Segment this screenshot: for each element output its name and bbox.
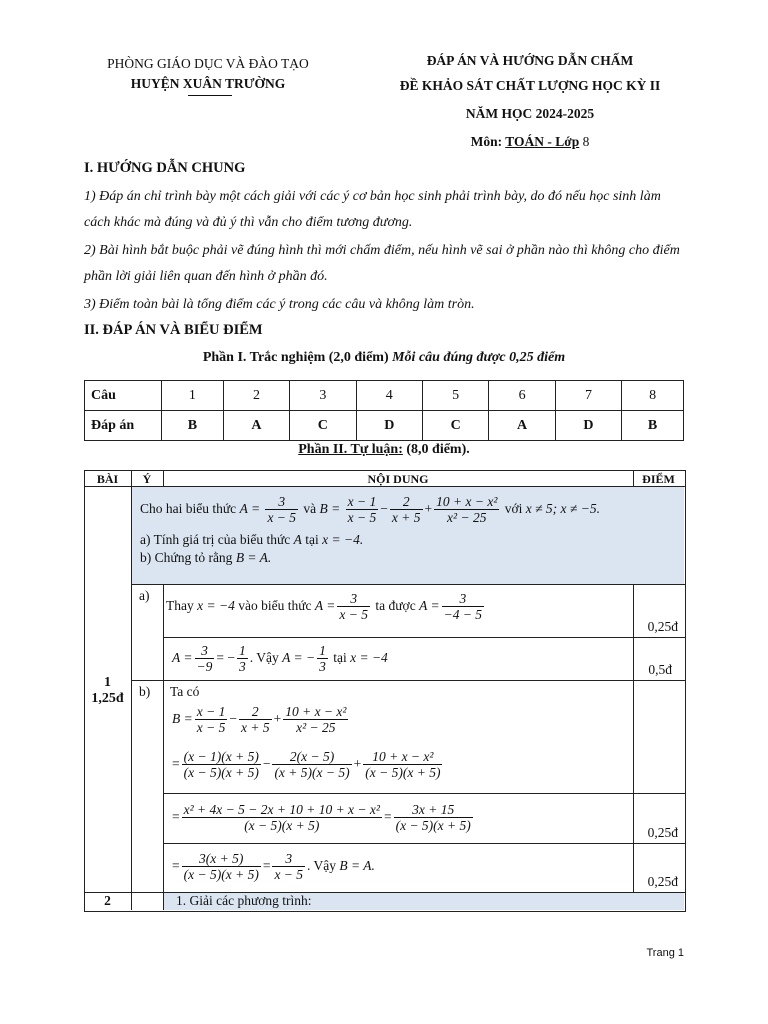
mcq-question-5: 5 (422, 381, 488, 411)
part-a-at: tại (333, 650, 347, 665)
b-mid-line1 (163, 793, 685, 794)
exam-title: ĐỀ KHẢO SÁT CHẤT LƯỢNG HỌC KỲ II (399, 78, 661, 93)
col-line-content (633, 470, 634, 487)
bai1-points: 1,25đ (91, 691, 124, 706)
grade: 8 (579, 134, 590, 149)
part-a-x-value: x = −4 (197, 598, 235, 613)
mcq-answer-5: C (422, 411, 488, 441)
bai2-number: 2 (104, 893, 111, 908)
col-header-score: ĐIỂM (642, 472, 675, 486)
part-b-step2: = $\frac{(x - 1)(x + 5)}{(x - 5)(x + 5)}$ − $\frac{2(x - 5)}{(x + 5)(x - 5)}$ + $\frac{\text{10 + x − x²}}{(x - 5)(x + 5)}$ (172, 749, 441, 781)
mcq-answer-4: D (356, 411, 422, 441)
b-col-line-score (633, 680, 634, 892)
problem-a-text: a) Tính giá trị của biểu thức (140, 532, 291, 547)
problem-b-eq: B = A. (235, 550, 272, 565)
b-col-line-y (163, 680, 164, 892)
part-a-line2: A = $\frac{3}{-9}$ = − $\frac{1}{3}$ . Vậy A = − $\frac{1}{3}$ tại x = −4 (172, 643, 388, 675)
mcq-question-row (85, 381, 684, 411)
page-number: Trang 1 (646, 947, 684, 959)
score-a1: 0,25đ (647, 619, 678, 634)
problem-intro: Cho hai biểu thức (140, 501, 237, 516)
mcq-answer-6: A (489, 411, 555, 441)
mcq-answer-3: C (290, 411, 356, 441)
score-a2: 0,5đ (648, 662, 672, 677)
district-name: HUYỆN XUÂN TRƯỜNG (130, 76, 286, 91)
part-b-step1: B = $\frac{x - 1}{x - 5}$ − $\frac{2}{x + 5}$ + $\frac{\text{10 + x − x²}}{\text{x² − 25}}$ (172, 704, 347, 736)
problem-a-value: x = −4. (322, 532, 364, 547)
part-b-intro: Ta có (170, 684, 200, 699)
mcq-question-7: 7 (555, 381, 621, 411)
part2-points: (8,0 điểm). (402, 442, 470, 457)
guide-p2: 2) Bài hình bắt buộc phải vẽ đúng hình thì mới chấm điểm, nếu hình vẽ sai ở phần nào thì không cho điểm phần lời giải liên quan đến hình ở phần đó. (84, 243, 680, 284)
part-b-step4: = $\frac{3(x + 5)}{(x - 5)(x + 5)}$ = $\frac{3}{x - 5}$ . Vậy B = A. (172, 851, 375, 883)
section1-title: I. HƯỚNG DẪN CHUNG (84, 160, 246, 176)
mcq-answer-8: B (622, 411, 684, 441)
doc-title: ĐÁP ÁN VÀ HƯỚNG DẪN CHẤM (426, 53, 634, 68)
part-b-conclusion: B = A. (339, 858, 375, 873)
section2-title: II. ĐÁP ÁN VÀ BIỂU ĐIỂM (84, 322, 263, 338)
mcq-answer-label: Đáp án (85, 411, 162, 441)
mcq-question-1: 1 (162, 381, 224, 411)
school-year: NĂM HỌC 2024-2025 (465, 106, 595, 121)
col-header-content: NỘI DUNG (367, 472, 429, 486)
problem-b-text: b) Chứng tỏ rằng (140, 550, 233, 565)
part1-note: Mỗi câu đúng được 0,25 điểm (388, 350, 566, 365)
score-b2: 0,25đ (647, 874, 678, 889)
part-a-into: vào biểu thức (238, 598, 312, 613)
mcq-answer-7: D (555, 411, 621, 441)
part-a-label: a) (139, 588, 150, 603)
part-b-label: b) (139, 684, 151, 699)
problem-condition: x ≠ 5; x ≠ −5. (525, 501, 600, 516)
a-bottom-line (131, 680, 685, 681)
subject-name: TOÁN - Lớp (505, 134, 580, 149)
mcq-question-4: 4 (356, 381, 422, 411)
district-underline (188, 95, 232, 96)
part1-title (0, 350, 768, 366)
problem-and: và (303, 501, 317, 516)
department-name: PHÒNG GIÁO DỤC VÀ ĐÀO TẠO (107, 56, 309, 71)
col-header-y: Ý (142, 472, 152, 486)
mcq-question-6: 6 (489, 381, 555, 411)
mcq-answer-table (84, 380, 684, 441)
problem-part-b (140, 549, 271, 567)
score-b1: 0,25đ (647, 825, 678, 840)
col-header-bai: BÀI (96, 472, 119, 486)
part-b-so: . Vậy (307, 858, 337, 873)
bai2-col-line (163, 892, 164, 910)
part1-heading: Phần I. Trắc nghiệm (2,0 điểm) (202, 350, 389, 365)
part-a-so: . Vậy (249, 650, 279, 665)
subject-line (370, 132, 690, 152)
part-a-line1: Thay x = −4 vào biểu thức A = $\frac{3}{x - 5}$ ta được A = $\frac{3}{-4 - 5}$ (166, 591, 483, 623)
mcq-question-8: 8 (622, 381, 684, 411)
mcq-question-2: 2 (223, 381, 289, 411)
col-line-y (163, 470, 164, 487)
subject-prefix: Môn: (470, 134, 506, 149)
problem-a-var: A (293, 532, 302, 547)
a-mid-line (163, 637, 685, 638)
mcq-answer-row (85, 411, 684, 441)
part2-title (0, 442, 768, 458)
mcq-answer-1: B (162, 411, 224, 441)
bai2-text: 1. Giải các phương trình: (176, 893, 312, 908)
problem-bottom-line (131, 584, 685, 585)
mcq-answer-2: A (223, 411, 289, 441)
problem-part-a (140, 531, 363, 549)
problem-line1: Cho hai biểu thức A = $\frac{3}{x - 5}$ và B = $\frac{x - 1}{x - 5}$ − $\frac{2}{x + 5}$ + $\frac{\text{10 + x − x²}}{\text{x² − 25}}$ với x ≠ 5; x ≠ −5. (140, 494, 600, 526)
guide-p3: 3) Điểm toàn bài là tổng điểm các ý trong các câu và không làm tròn. (84, 297, 475, 312)
part-a-get: ta được (375, 598, 416, 613)
mcq-question-3: 3 (290, 381, 356, 411)
problem-with: với (504, 501, 523, 516)
part2-heading: Phần II. Tự luận: (298, 442, 403, 457)
guide-p1: 1) Đáp án chỉ trình bày một cách giải với các ý cơ bản học sinh phải trình bày, do đó nếu học sinh làm cách khác mà đúng và đủ ý thì vẫn cho điểm tương đương. (84, 189, 661, 230)
mcq-header-cell: Câu (85, 381, 162, 411)
problem-a-at: tại (305, 532, 319, 547)
part-b-step3: = $\frac{\text{x² + 4x − 5 − 2x + 10 + 10 + x − x²}}{(x - 5)(x + 5)}$ = $\frac{3x + 15}{(x - 5)(x + 5)}$ (172, 802, 471, 834)
a-col-line-y (163, 584, 164, 680)
bai1-number: 1 (104, 675, 111, 690)
part-a-substitute: Thay (166, 598, 194, 613)
b-mid-line2 (163, 843, 685, 844)
part-a-at-value: x = −4 (350, 650, 388, 665)
